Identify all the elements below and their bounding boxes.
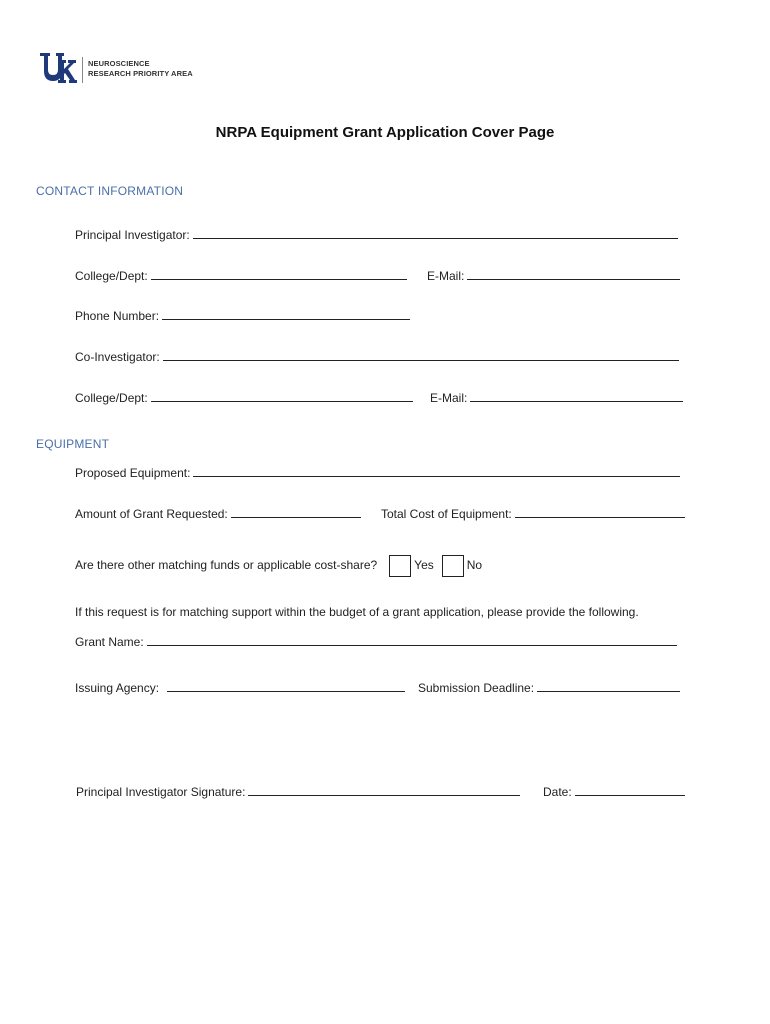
pi-signature-label: Principal Investigator Signature: xyxy=(76,785,246,799)
logo-text xyxy=(88,59,193,79)
college-dept-field-2[interactable] xyxy=(75,390,413,405)
total-cost-blank[interactable] xyxy=(515,506,685,518)
phone-label: Phone Number: xyxy=(75,309,160,323)
pi-field[interactable] xyxy=(75,227,678,242)
pi-signature-blank[interactable] xyxy=(248,784,520,796)
matching-support-instruction: If this request is for matching support within the budget of a grant application, please provide the following. xyxy=(75,605,639,619)
grant-name-blank[interactable] xyxy=(147,634,677,646)
section-contact-information: CONTACT INFORMATION xyxy=(36,184,184,198)
amount-requested-field[interactable] xyxy=(75,506,361,521)
total-cost-label: Total Cost of Equipment: xyxy=(381,507,512,521)
submission-deadline-field[interactable] xyxy=(418,680,680,695)
phone-field[interactable] xyxy=(75,308,410,323)
pi-blank[interactable] xyxy=(193,227,678,239)
proposed-equipment-field[interactable] xyxy=(75,465,680,480)
uk-logo-icon xyxy=(38,50,78,86)
college-dept-field-1[interactable] xyxy=(75,268,407,283)
pi-label: Principal Investigator: xyxy=(75,228,190,242)
issuing-agency-field[interactable] xyxy=(75,680,405,695)
logo-line-1: NEUROSCIENCE xyxy=(88,59,150,68)
date-field[interactable] xyxy=(543,784,685,799)
phone-blank[interactable] xyxy=(162,308,410,320)
college-dept-blank-2[interactable] xyxy=(151,390,413,402)
email-field-1[interactable] xyxy=(427,268,680,283)
date-blank[interactable] xyxy=(575,784,685,796)
grant-name-field[interactable] xyxy=(75,634,677,649)
yes-label: Yes xyxy=(414,558,434,573)
total-cost-field[interactable] xyxy=(381,506,685,521)
college-dept-blank-1[interactable] xyxy=(151,268,407,280)
date-label: Date: xyxy=(543,785,572,799)
amount-requested-label: Amount of Grant Requested: xyxy=(75,507,228,521)
issuing-agency-label: Issuing Agency: xyxy=(75,681,160,695)
college-dept-label-2: College/Dept: xyxy=(75,391,148,405)
no-checkbox[interactable] xyxy=(442,555,464,577)
yes-checkbox[interactable] xyxy=(389,555,411,577)
no-label: No xyxy=(466,558,483,573)
email-field-2[interactable] xyxy=(430,390,683,405)
proposed-equipment-blank[interactable] xyxy=(193,465,680,477)
email-blank-1[interactable] xyxy=(467,268,680,280)
uk-logo xyxy=(38,50,198,90)
grant-name-label: Grant Name: xyxy=(75,635,144,649)
issuing-agency-blank[interactable] xyxy=(167,680,405,692)
submission-deadline-label: Submission Deadline: xyxy=(418,681,535,695)
co-investigator-field[interactable] xyxy=(75,349,679,364)
logo-divider xyxy=(82,57,83,83)
email-label-1: E-Mail: xyxy=(427,269,465,283)
matching-funds-label: Are there other matching funds or applicable cost-share? xyxy=(75,558,378,573)
proposed-equipment-label: Proposed Equipment: xyxy=(75,466,191,480)
page-title: NRPA Equipment Grant Application Cover Page xyxy=(215,124,555,141)
matching-funds-question xyxy=(75,555,482,577)
pi-signature-field[interactable] xyxy=(76,784,520,799)
co-investigator-label: Co-Investigator: xyxy=(75,350,160,364)
logo-line-2: RESEARCH PRIORITY AREA xyxy=(88,69,193,78)
submission-deadline-blank[interactable] xyxy=(537,680,680,692)
co-investigator-blank[interactable] xyxy=(163,349,679,361)
college-dept-label-1: College/Dept: xyxy=(75,269,148,283)
email-label-2: E-Mail: xyxy=(430,391,468,405)
email-blank-2[interactable] xyxy=(470,390,683,402)
section-equipment: EQUIPMENT xyxy=(36,437,110,451)
amount-requested-blank[interactable] xyxy=(231,506,361,518)
